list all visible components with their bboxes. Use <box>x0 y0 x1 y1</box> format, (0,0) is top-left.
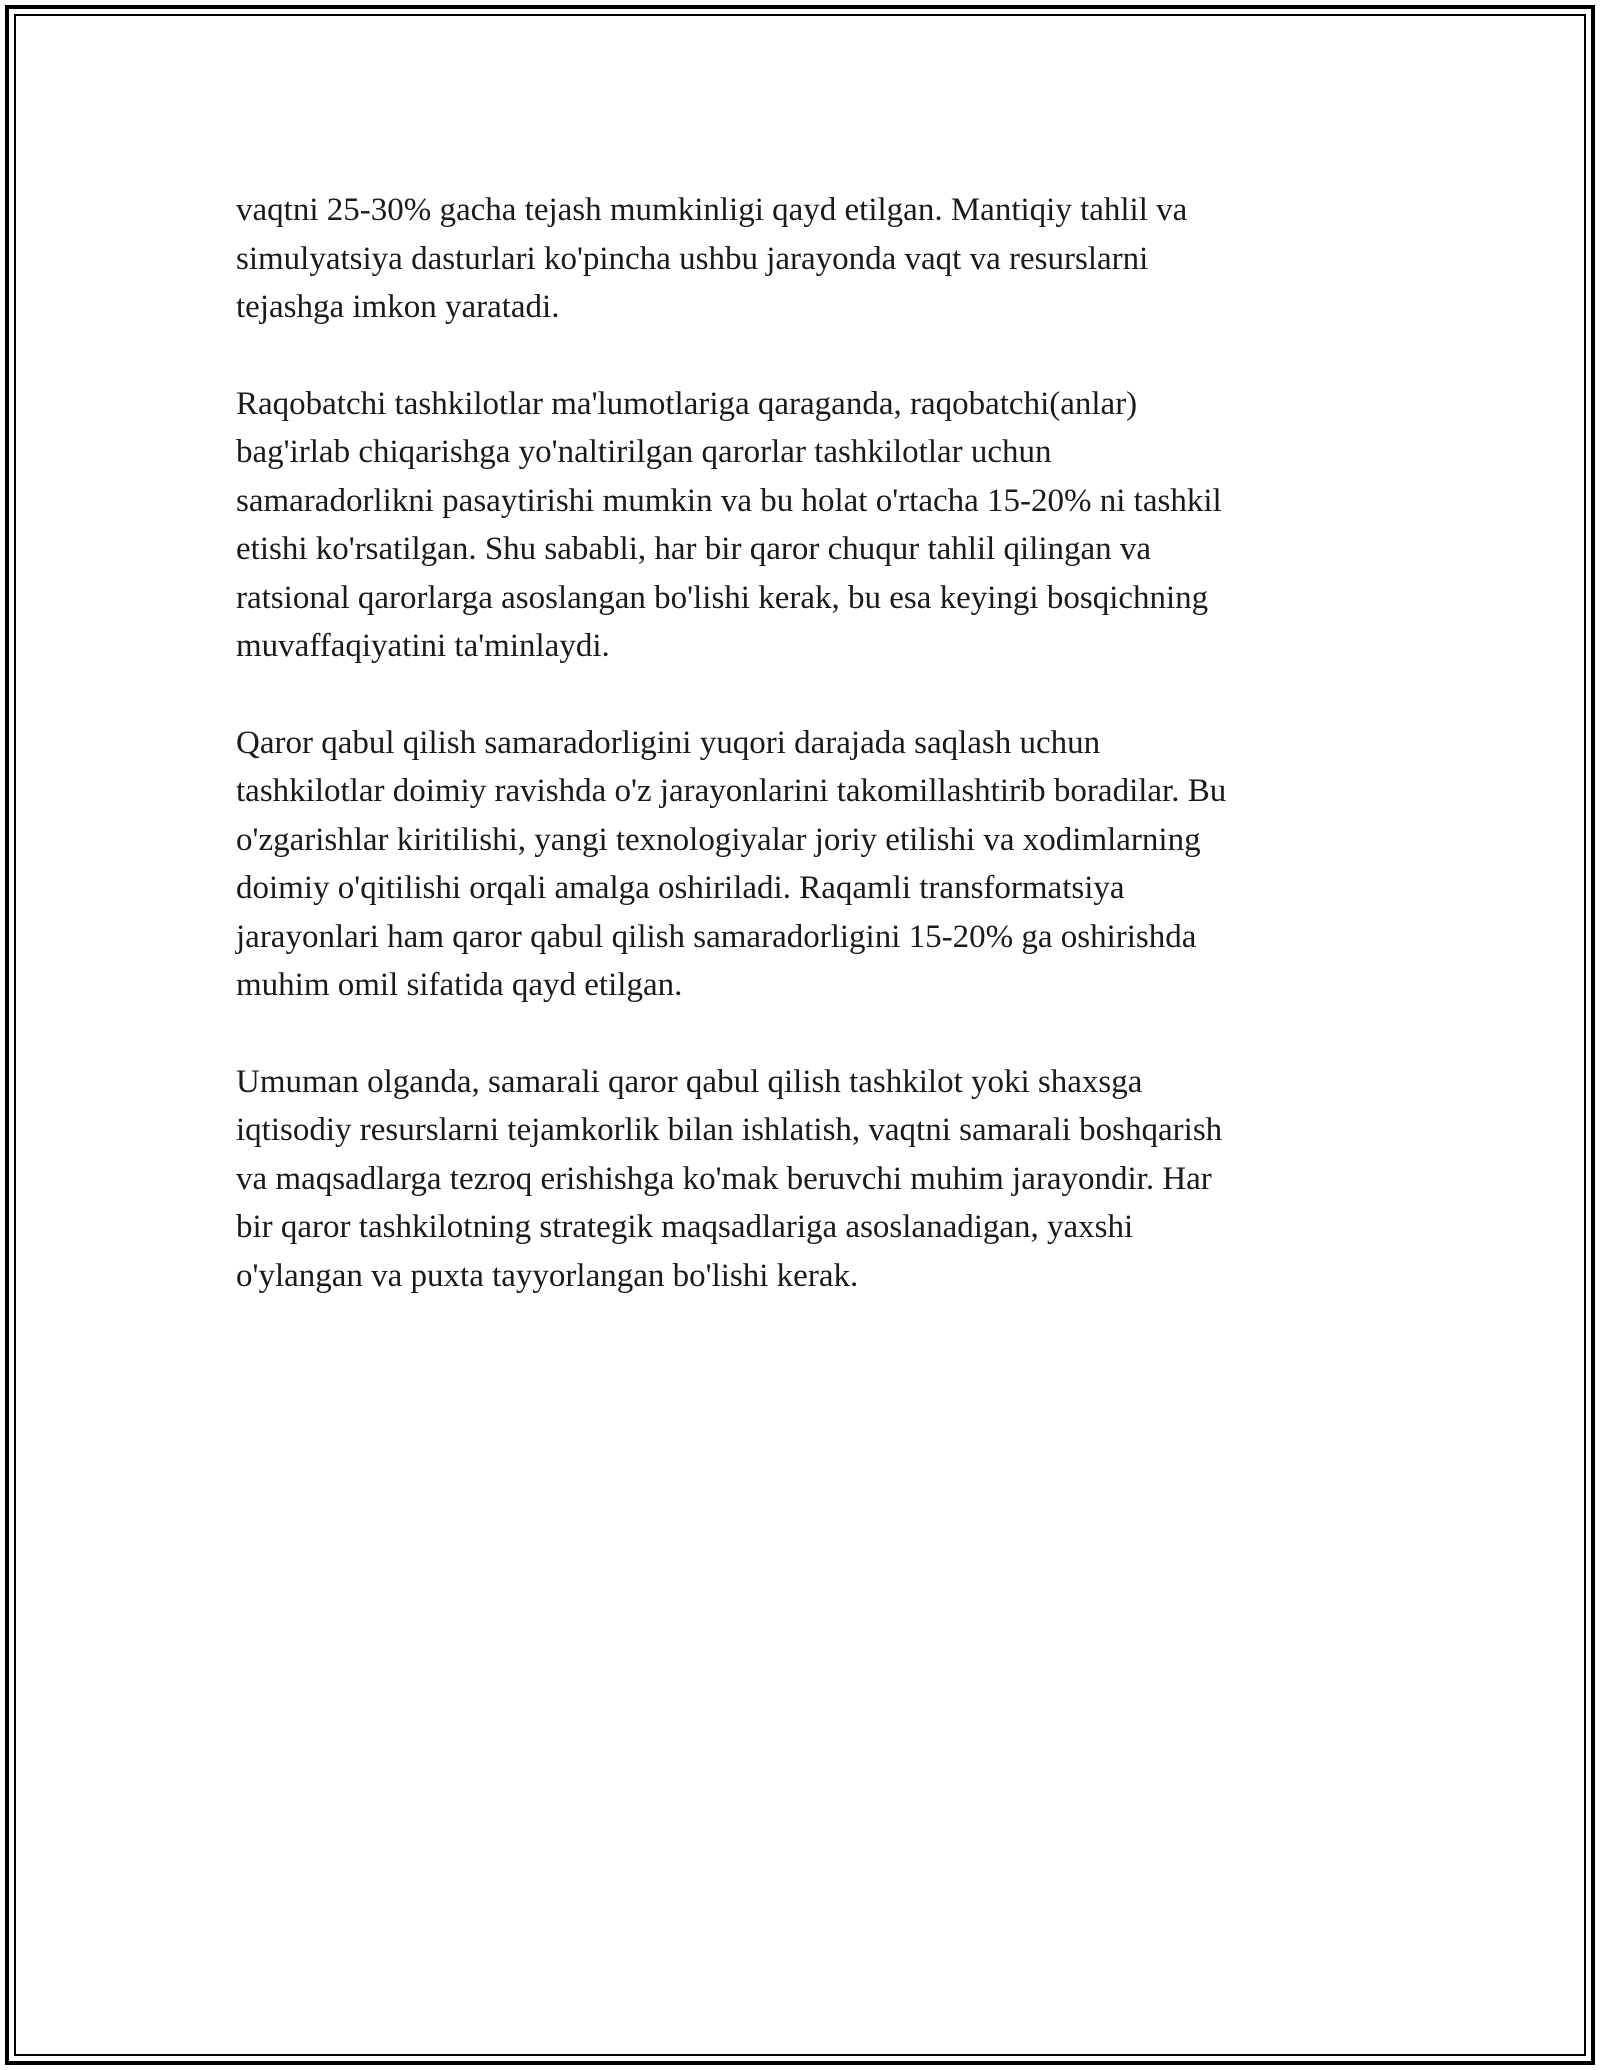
document-body <box>236 186 1366 1348</box>
paragraph-3: Qaror qabul qilish samaradorligini yuqori darajada saqlash uchun tashkilotlar doimiy ravishda o'z jarayonlarini takomillashtirib boradilar. Bu o'zgarishlar kiritilishi, yangi texnologiyalar joriy etilishi va xodimlarning doimiy o'qitilishi orqali amalga oshiriladi. Raqamli transformatsiya jarayonlari ham qaror qabul qilish samaradorligini 15-20% ga oshirishda muhim omil sifatida qayd etilgan. <box>236 724 1227 1003</box>
paragraph-2: Raqobatchi tashkilotlar ma'lumotlariga qaraganda, raqobatchi(anlar) bag'irlab chiqarishga yo'naltirilgan qarorlar tashkilotlar uchun samaradorlikni pasaytirishi mumkin va bu holat o'rtacha 15-20% ni tashkil etishi ko'rsatilgan. Shu sababli, har bir qaror chuqur tahlil qilingan va ratsional qarorlarga asoslangan bo'lishi kerak, bu esa keyingi bosqichning muvaffaqiyatini ta'minlaydi. <box>236 385 1222 664</box>
paragraph-4: Umuman olganda, samarali qaror qabul qilish tashkilot yoki shaxsga iqtisodiy resurslarni tejamkorlik bilan ishlatish, vaqtni samarali boshqarish va maqsadlarga tezroq erishishga ko'mak beruvchi muhim jarayondir. Har bir qaror tashkilotning strategik maqsadlariga asoslanadigan, yaxshi o'ylangan va puxta tayyorlangan bo'lishi kerak. <box>236 1063 1223 1294</box>
paragraph-1: vaqtni 25-30% gacha tejash mumkinligi qayd etilgan. Mantiqiy tahlil va simulyatsiya dasturlari ko'pincha ushbu jarayonda vaqt va resurslarni tejashga imkon yaratadi. <box>236 192 1188 325</box>
